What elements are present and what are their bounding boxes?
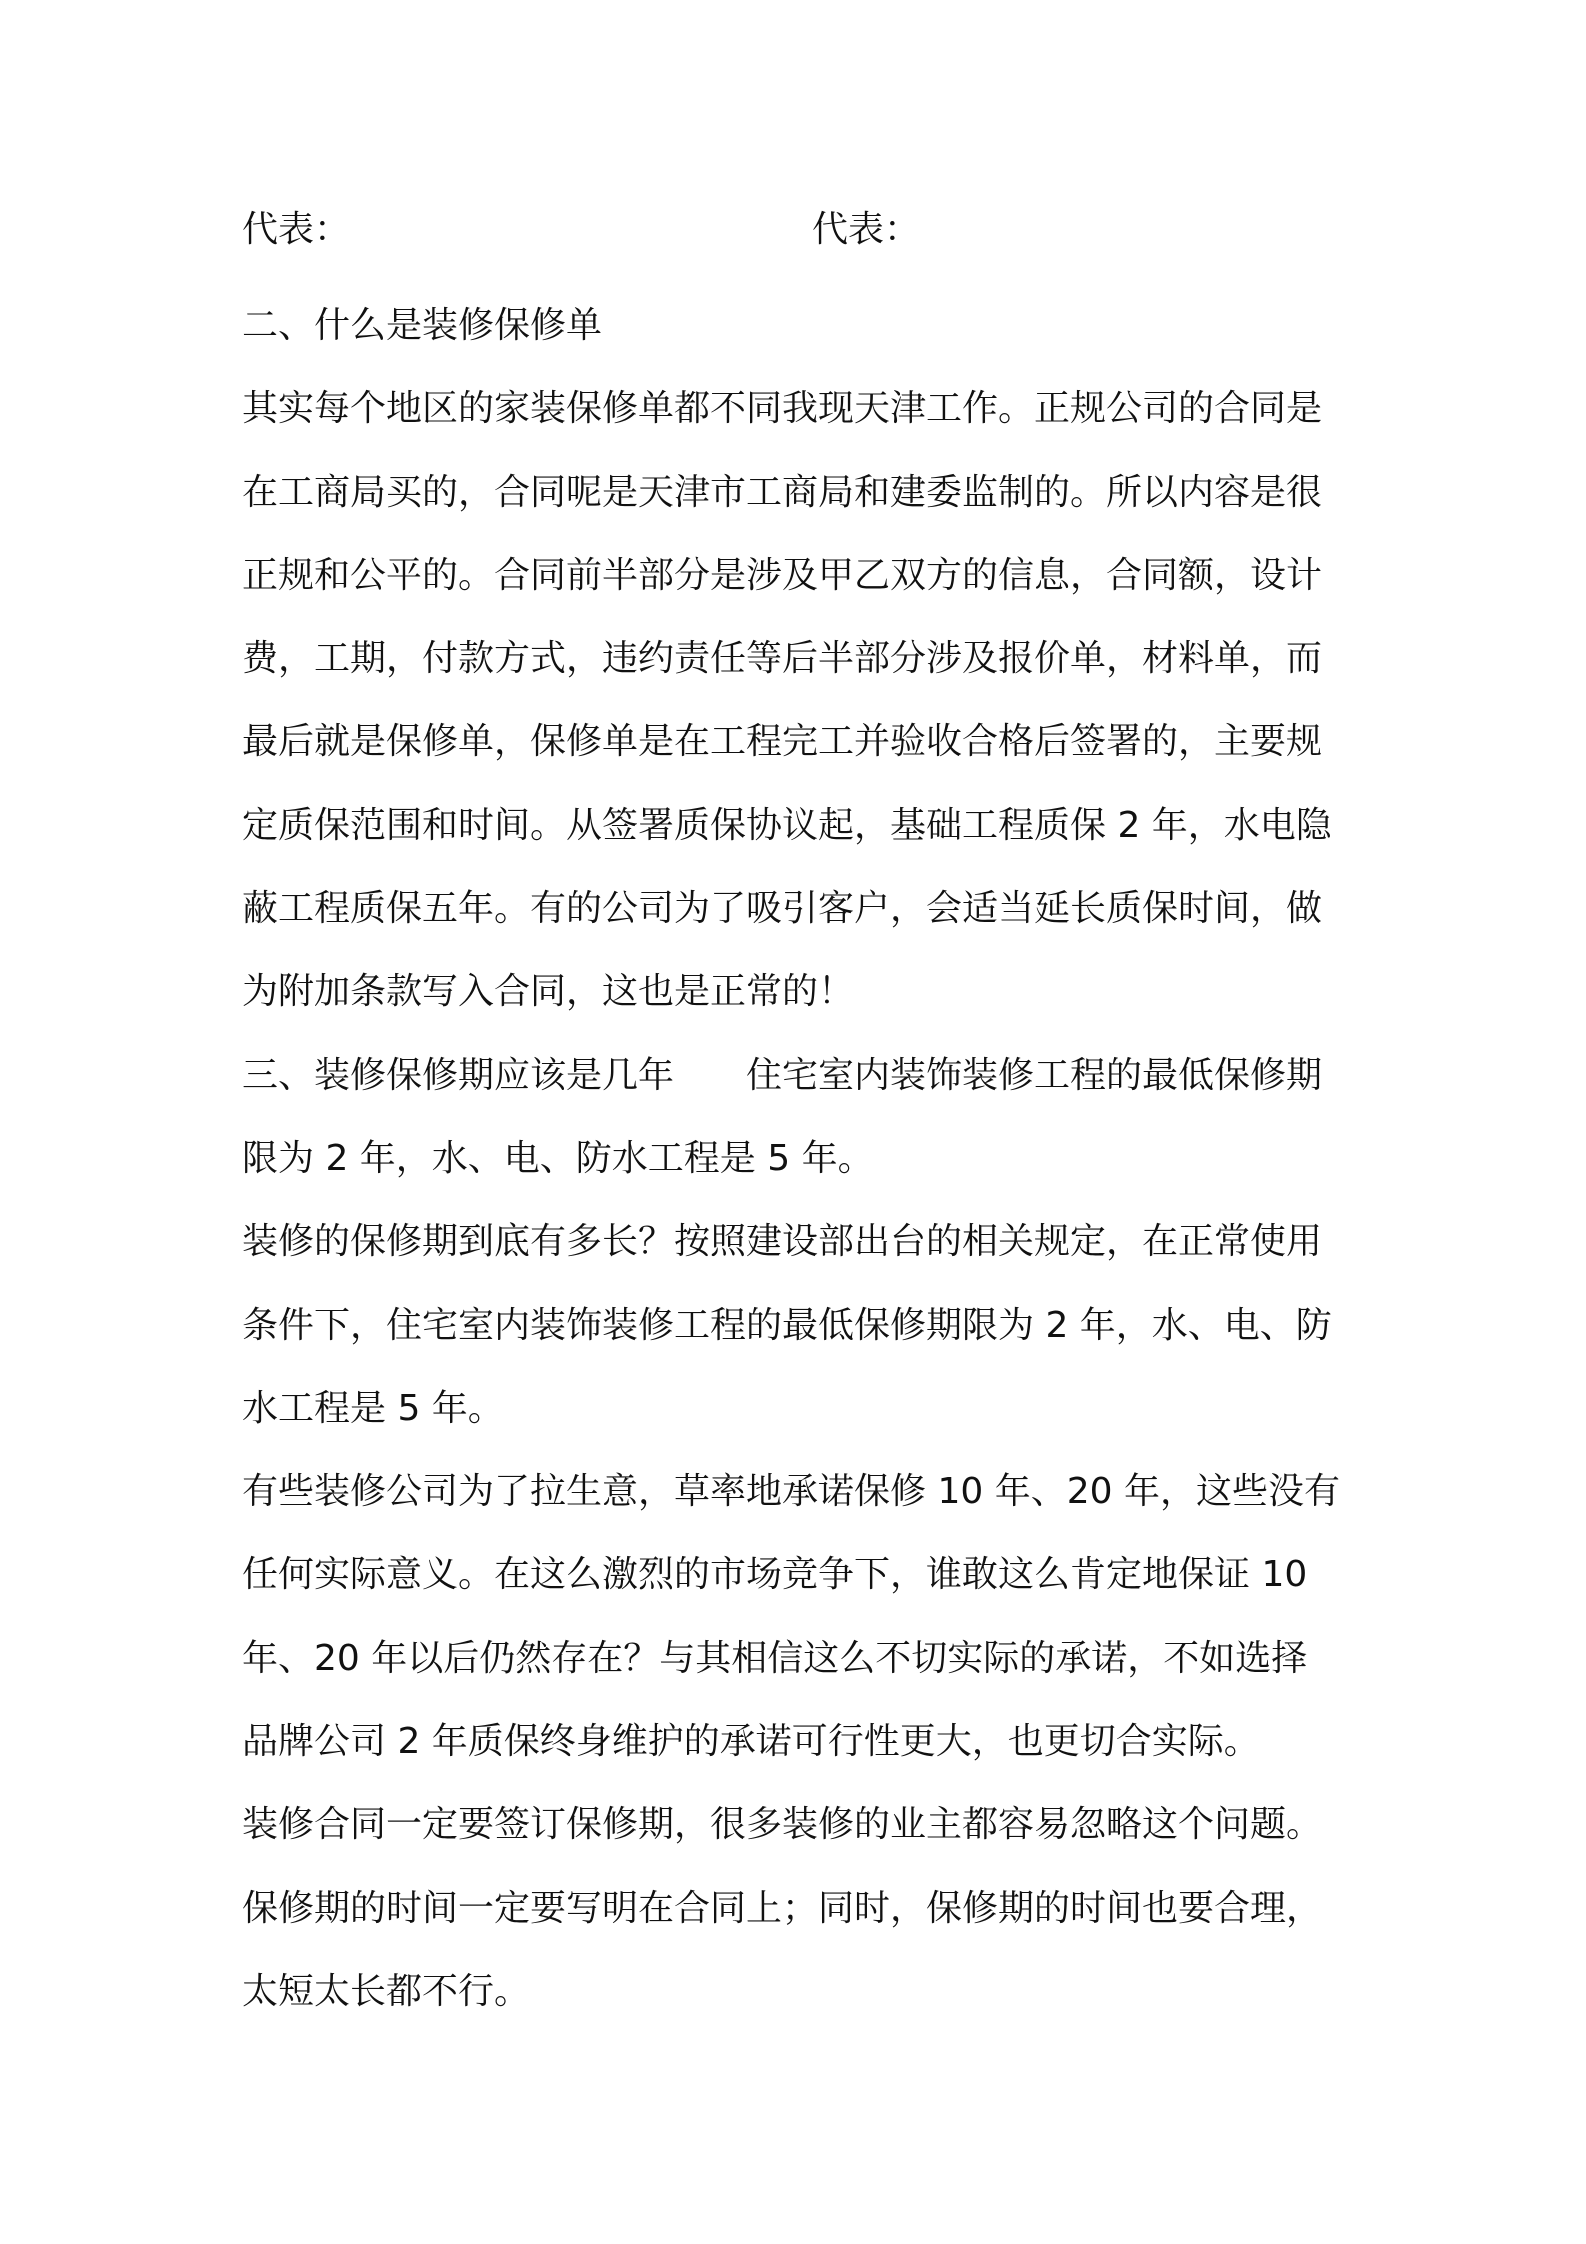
text-line: 保修期的时间一定要写明在合同上；同时，保修期的时间也要合理，: [242, 1887, 1323, 1929]
text-line: 装修的保修期到底有多长？按照建设部出台的相关规定，在正常使用: [242, 1221, 1323, 1263]
text-line: 条件下，住宅室内装饰装修工程的最低保修期限为 2 年，水、电、防: [242, 1304, 1332, 1346]
signature-label-left: 代表：: [242, 209, 351, 250]
text-line: 定质保范围和时间。从签署质保协议起，基础工程质保 2 年，水电隐: [242, 804, 1332, 846]
text-line: 限为 2 年，水、电、防水工程是 5 年。: [242, 1137, 874, 1179]
text-line: 太短太长都不行。: [242, 1970, 531, 2012]
text-line: 最后就是保修单，保修单是在工程完工并验收合格后签署的，主要规: [242, 721, 1323, 763]
section-heading-2: 二、什么是装修保修单: [242, 305, 603, 346]
text-line: 正规和公平的。合同前半部分是涉及甲乙双方的信息，合同额，设计: [242, 554, 1323, 596]
text-line: 费，工期，付款方式，违约责任等后半部分涉及报价单，材料单，而: [242, 638, 1323, 680]
section-heading-3: 三、装修保修期应该是几年 住宅室内装饰装修工程的最低保修期: [242, 1054, 1323, 1096]
text-line: 装修合同一定要签订保修期，很多装修的业主都容易忽略这个问题。: [242, 1804, 1323, 1846]
text-line: 蔽工程质保五年。有的公司为了吸引客户，会适当延长质保时间，做: [242, 888, 1323, 930]
text-line: 为附加条款写入合同，这也是正常的！: [242, 971, 855, 1013]
signature-label-right: 代表：: [812, 209, 921, 250]
text-line: 任何实际意义。在这么激烈的市场竞争下，谁敢这么肯定地保证 10: [242, 1554, 1308, 1596]
text-line: 年、20 年以后仍然存在？与其相信这么不切实际的承诺，不如选择: [242, 1637, 1308, 1679]
text-line: 有些装修公司为了拉生意，草率地承诺保修 10 年、20 年，这些没有: [242, 1471, 1340, 1513]
text-line: 在工商局买的，合同呢是天津市工商局和建委监制的。所以内容是很: [242, 471, 1323, 513]
signature-row: [242, 200, 1362, 260]
text-line: 品牌公司 2 年质保终身维护的承诺可行性更大，也更切合实际。: [242, 1721, 1260, 1763]
text-line: 其实每个地区的家装保修单都不同我现天津工作。正规公司的合同是: [242, 388, 1323, 430]
text-line: 水工程是 5 年。: [242, 1387, 504, 1429]
body-text: [242, 284, 1362, 2033]
